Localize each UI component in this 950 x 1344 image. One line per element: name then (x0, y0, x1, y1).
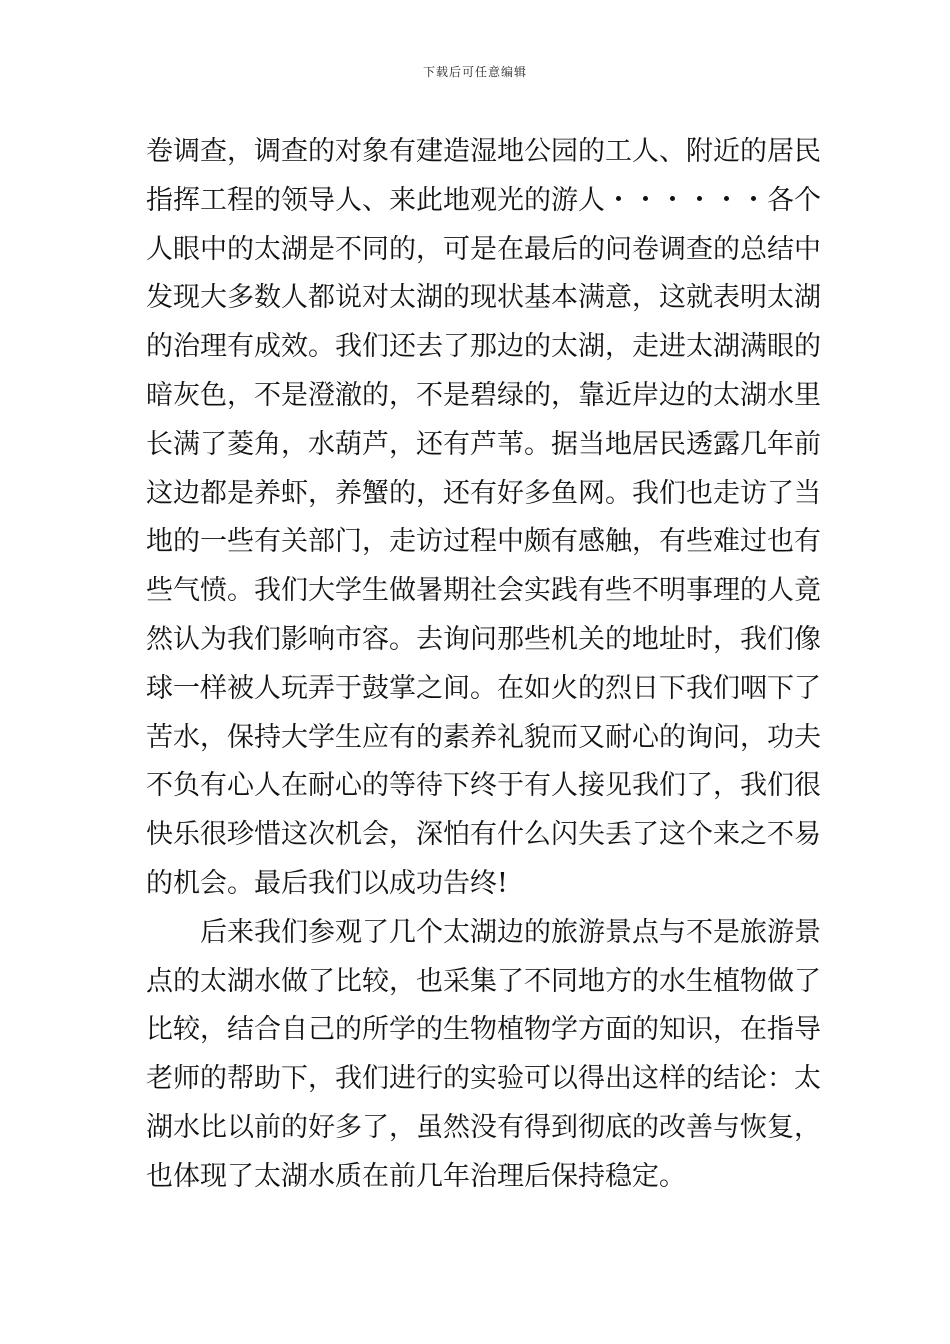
paragraph-2 (146, 909, 821, 1202)
text-line: 湖水比以前的好多了，虽然没有得到彻底的改善与恢复， (146, 1111, 821, 1143)
text-line: 这边都是养虾，养蟹的，还有好多鱼网。我们也走访了当 (146, 477, 821, 509)
page-header: 下载后可任意编辑 (422, 65, 527, 79)
text-line: 的机会。最后我们以成功告终! (146, 867, 508, 899)
text-line: 些气愤。我们大学生做暑期社会实践有些不明事理的人竟 (146, 575, 821, 607)
text-line: 的治理有成效。我们还去了那边的太湖，走进太湖满眼的 (146, 331, 821, 363)
text-line: 快乐很珍惜这次机会，深怕有什么闪失丢了这个来之不易 (146, 819, 821, 851)
document-body (146, 128, 821, 1202)
text-line: 然认为我们影响市容。去询问那些机关的地址时，我们像 (146, 623, 821, 655)
text-line: 点的太湖水做了比较，也采集了不同地方的水生植物做了 (146, 965, 821, 997)
text-line: 不负有心人在耐心的等待下终于有人接见我们了，我们很 (146, 770, 821, 802)
text-line: 长满了菱角，水葫芦，还有芦苇。据当地居民透露几年前 (146, 428, 821, 460)
paragraph-1 (146, 128, 821, 909)
text-line: 比较，结合自己的所学的生物植物学方面的知识，在指导 (146, 1014, 821, 1046)
text-line: 老师的帮助下，我们进行的实验可以得出这样的结论：太 (146, 1063, 821, 1095)
text-line: 球一样被人玩弄于鼓掌之间。在如火的烈日下我们咽下了 (146, 672, 821, 704)
text-line: 人眼中的太湖是不同的，可是在最后的问卷调查的总结中 (146, 233, 821, 265)
text-line: 地的一些有关部门，走访过程中颇有感触，有些难过也有 (146, 526, 821, 558)
text-line: 后来我们参观了几个太湖边的旅游景点与不是旅游景 (200, 916, 821, 948)
text-line: 发现大多数人都说对太湖的现状基本满意，这就表明太湖 (146, 282, 821, 314)
text-line: 暗灰色，不是澄澈的，不是碧绿的，靠近岸边的太湖水里 (146, 379, 821, 411)
text-line: 苦水，保持大学生应有的素养礼貌而又耐心的询问，功夫 (146, 721, 821, 753)
text-line: 指挥工程的领导人、来此地观光的游人・・・・・・各个 (146, 184, 821, 216)
text-line: 卷调查，调查的对象有建造湿地公园的工人、附近的居民 (146, 136, 821, 167)
text-line: 也体现了太湖水质在前几年治理后保持稳定。 (146, 1160, 686, 1192)
